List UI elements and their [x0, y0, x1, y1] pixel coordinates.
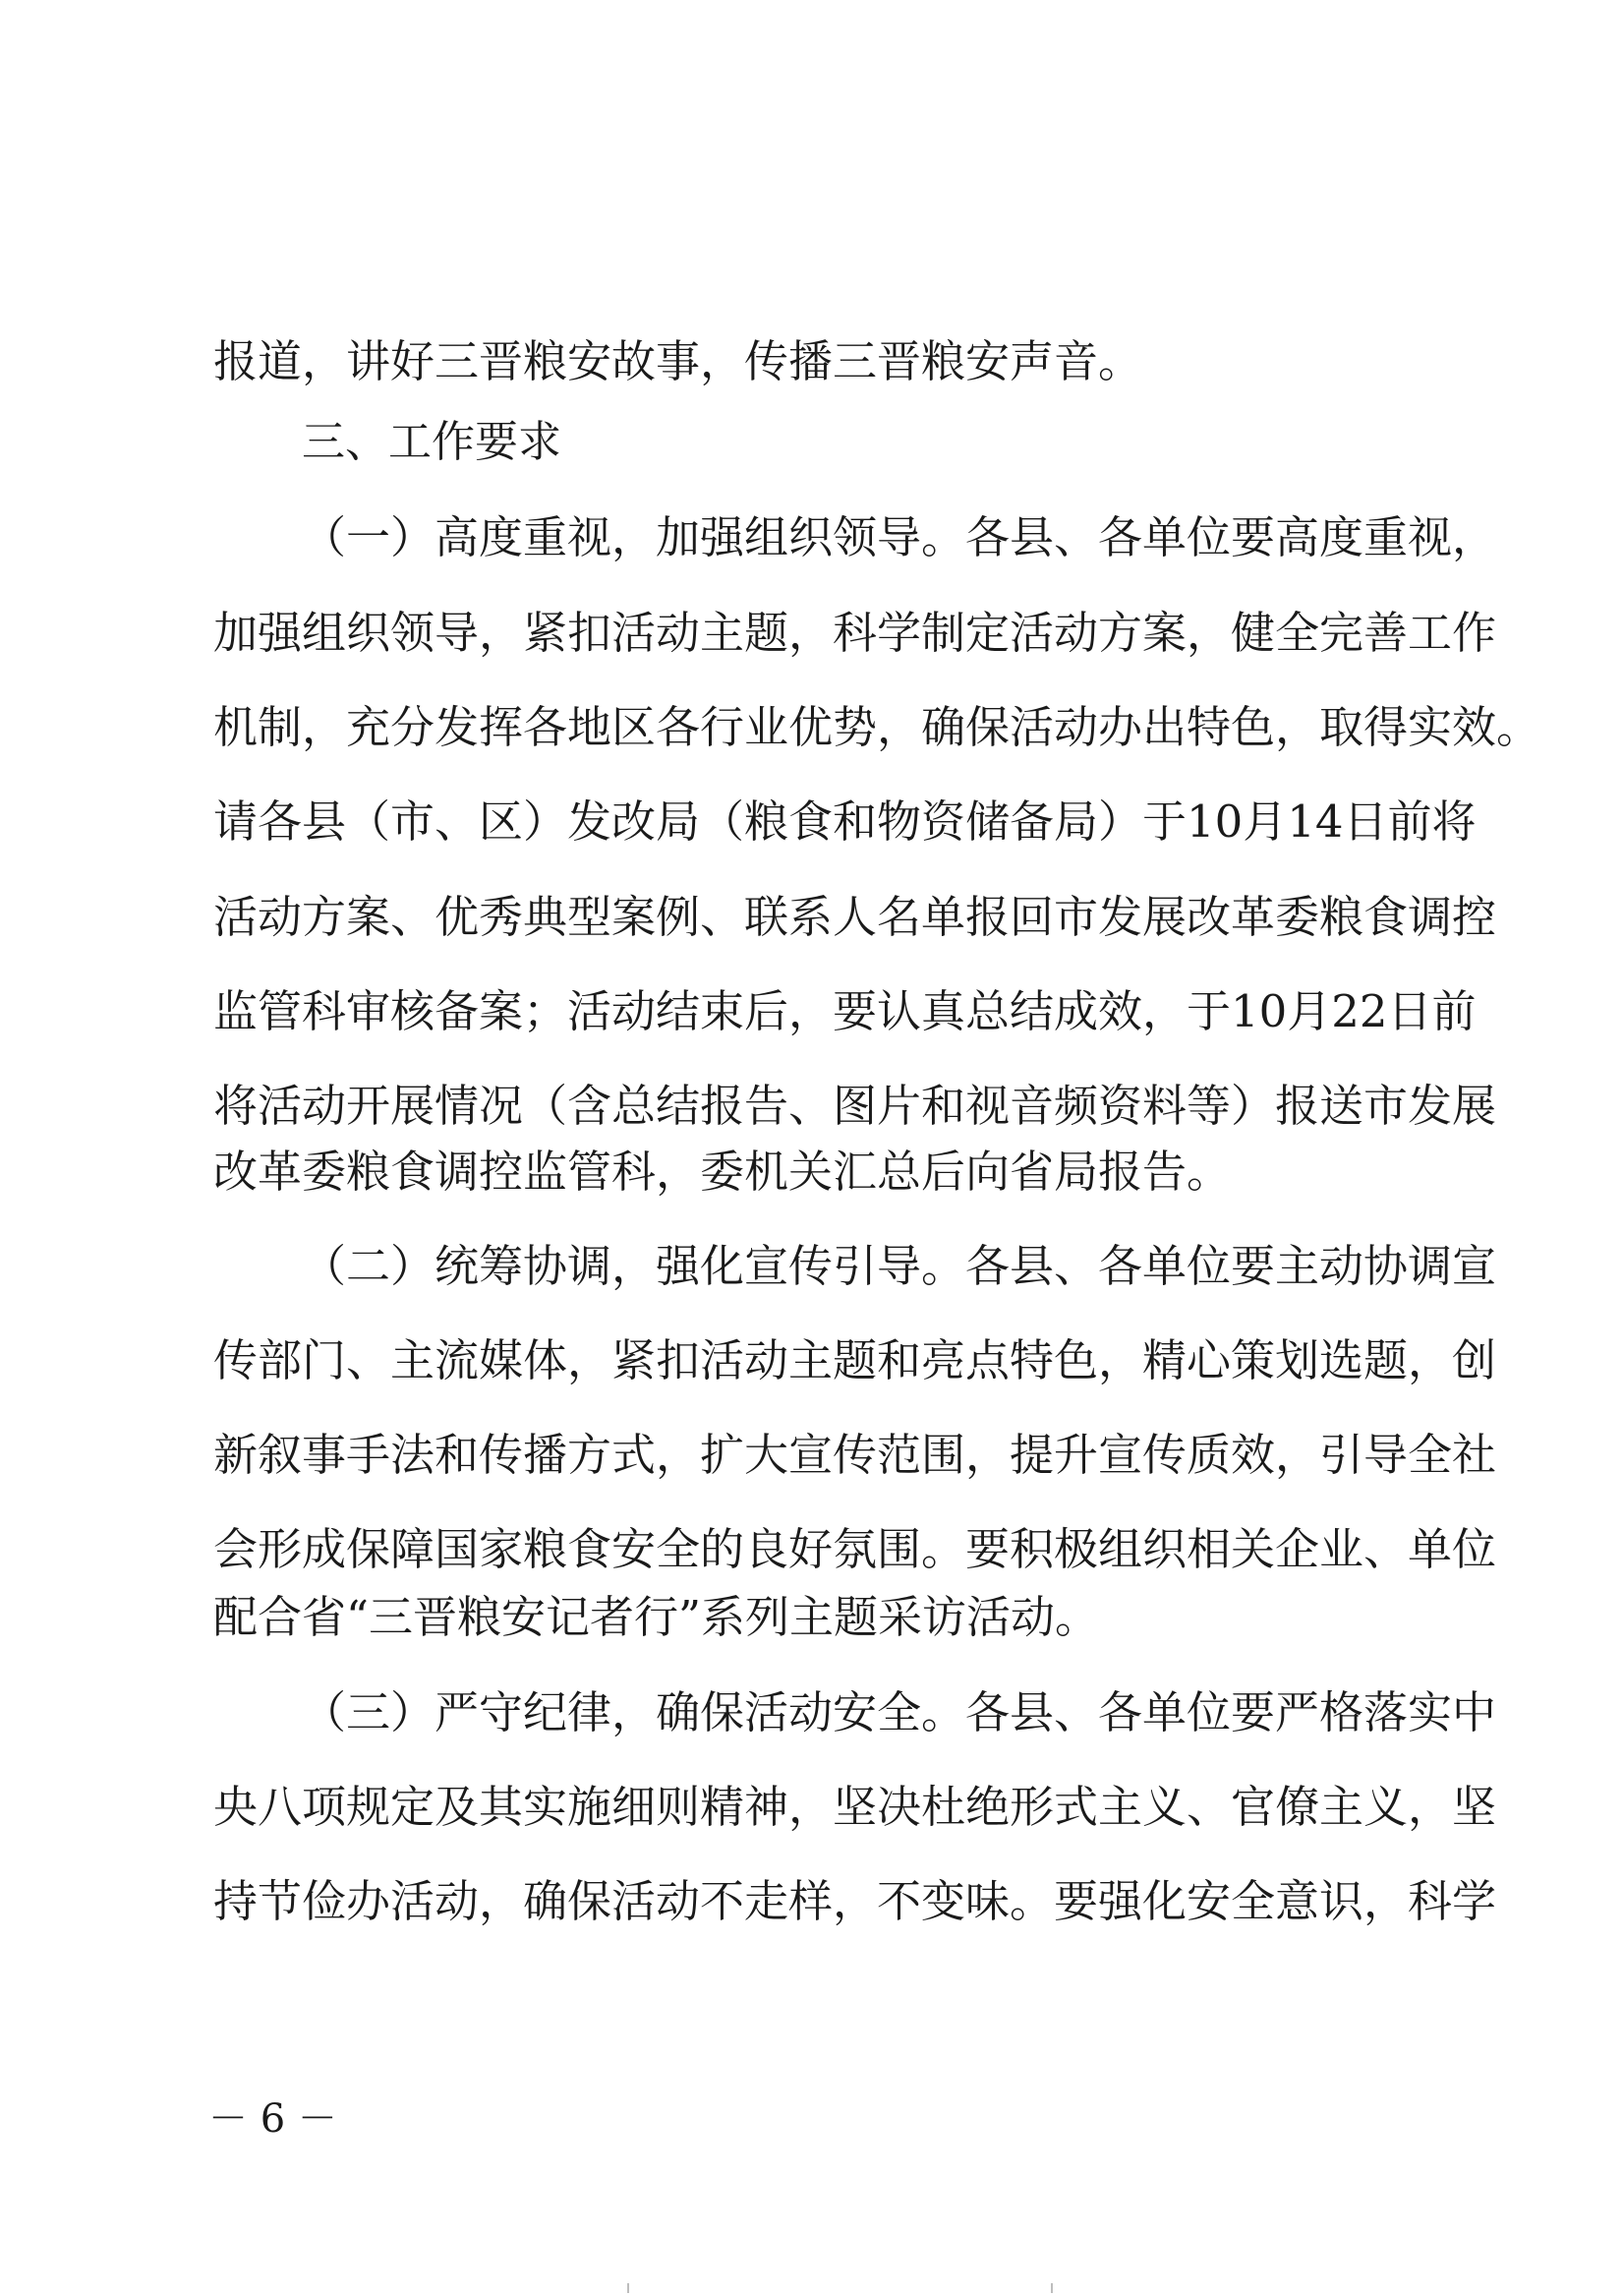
paragraph-line: 会形成保障国家粮食安全的良好氛围。要积极组织相关企业、单位	[213, 1523, 1497, 1575]
paragraph-line: （二）统筹协调，强化宣传引导。各县、各单位要主动协调宣	[302, 1240, 1497, 1292]
paragraph-line: 监管科审核备案；活动结束后，要认真总结成效，于10月22日前	[213, 985, 1477, 1037]
paragraph-line: 央八项规定及其实施细则精神，坚决杜绝形式主义、官僚主义，坚	[213, 1781, 1497, 1833]
paragraph-line: 活动方案、优秀典型案例、联系人名单报回市发展改革委粮食调控	[213, 891, 1497, 943]
paragraph-line: 配合省“三晋粮安记者行”系列主题采访活动。	[213, 1591, 1100, 1643]
paragraph-line: （一）高度重视，加强组织领导。各县、各单位要高度重视，	[302, 511, 1497, 563]
paragraph-line: 传部门、主流媒体，紧扣活动主题和亮点特色，精心策划选题，创	[213, 1334, 1497, 1386]
paragraph-line: 改革委粮食调控监管科，委机关汇总后向省局报告。	[213, 1146, 1232, 1198]
paragraph-line: 请各县（市、区）发改局（粮食和物资储备局）于10月14日前将	[213, 795, 1477, 848]
paragraph-line: 加强组织领导，紧扣活动主题，科学制定活动方案，健全完善工作	[213, 607, 1497, 659]
scan-mark	[1051, 2283, 1053, 2293]
scan-mark	[627, 2283, 629, 2293]
paragraph-line: 持节俭办活动，确保活动不走样，不变味。要强化安全意识，科学	[213, 1875, 1497, 1927]
paragraph-line: 将活动开展情况（含总结报告、图片和视音频资料等）报送市发展	[213, 1080, 1497, 1132]
page-number: － 6 －	[208, 2096, 337, 2142]
paragraph-line: 机制，充分发挥各地区各行业优势，确保活动办出特色，取得实效。	[213, 701, 1541, 753]
paragraph-line: 新叙事手法和传播方式，扩大宣传范围，提升宣传质效，引导全社	[213, 1429, 1497, 1481]
section-heading: 三、工作要求	[302, 417, 561, 467]
paragraph-line: （三）严守纪律，确保活动安全。各县、各单位要严格落实中	[302, 1686, 1497, 1738]
body-line: 报道，讲好三晋粮安故事，传播三晋粮安声音。	[213, 335, 1143, 387]
